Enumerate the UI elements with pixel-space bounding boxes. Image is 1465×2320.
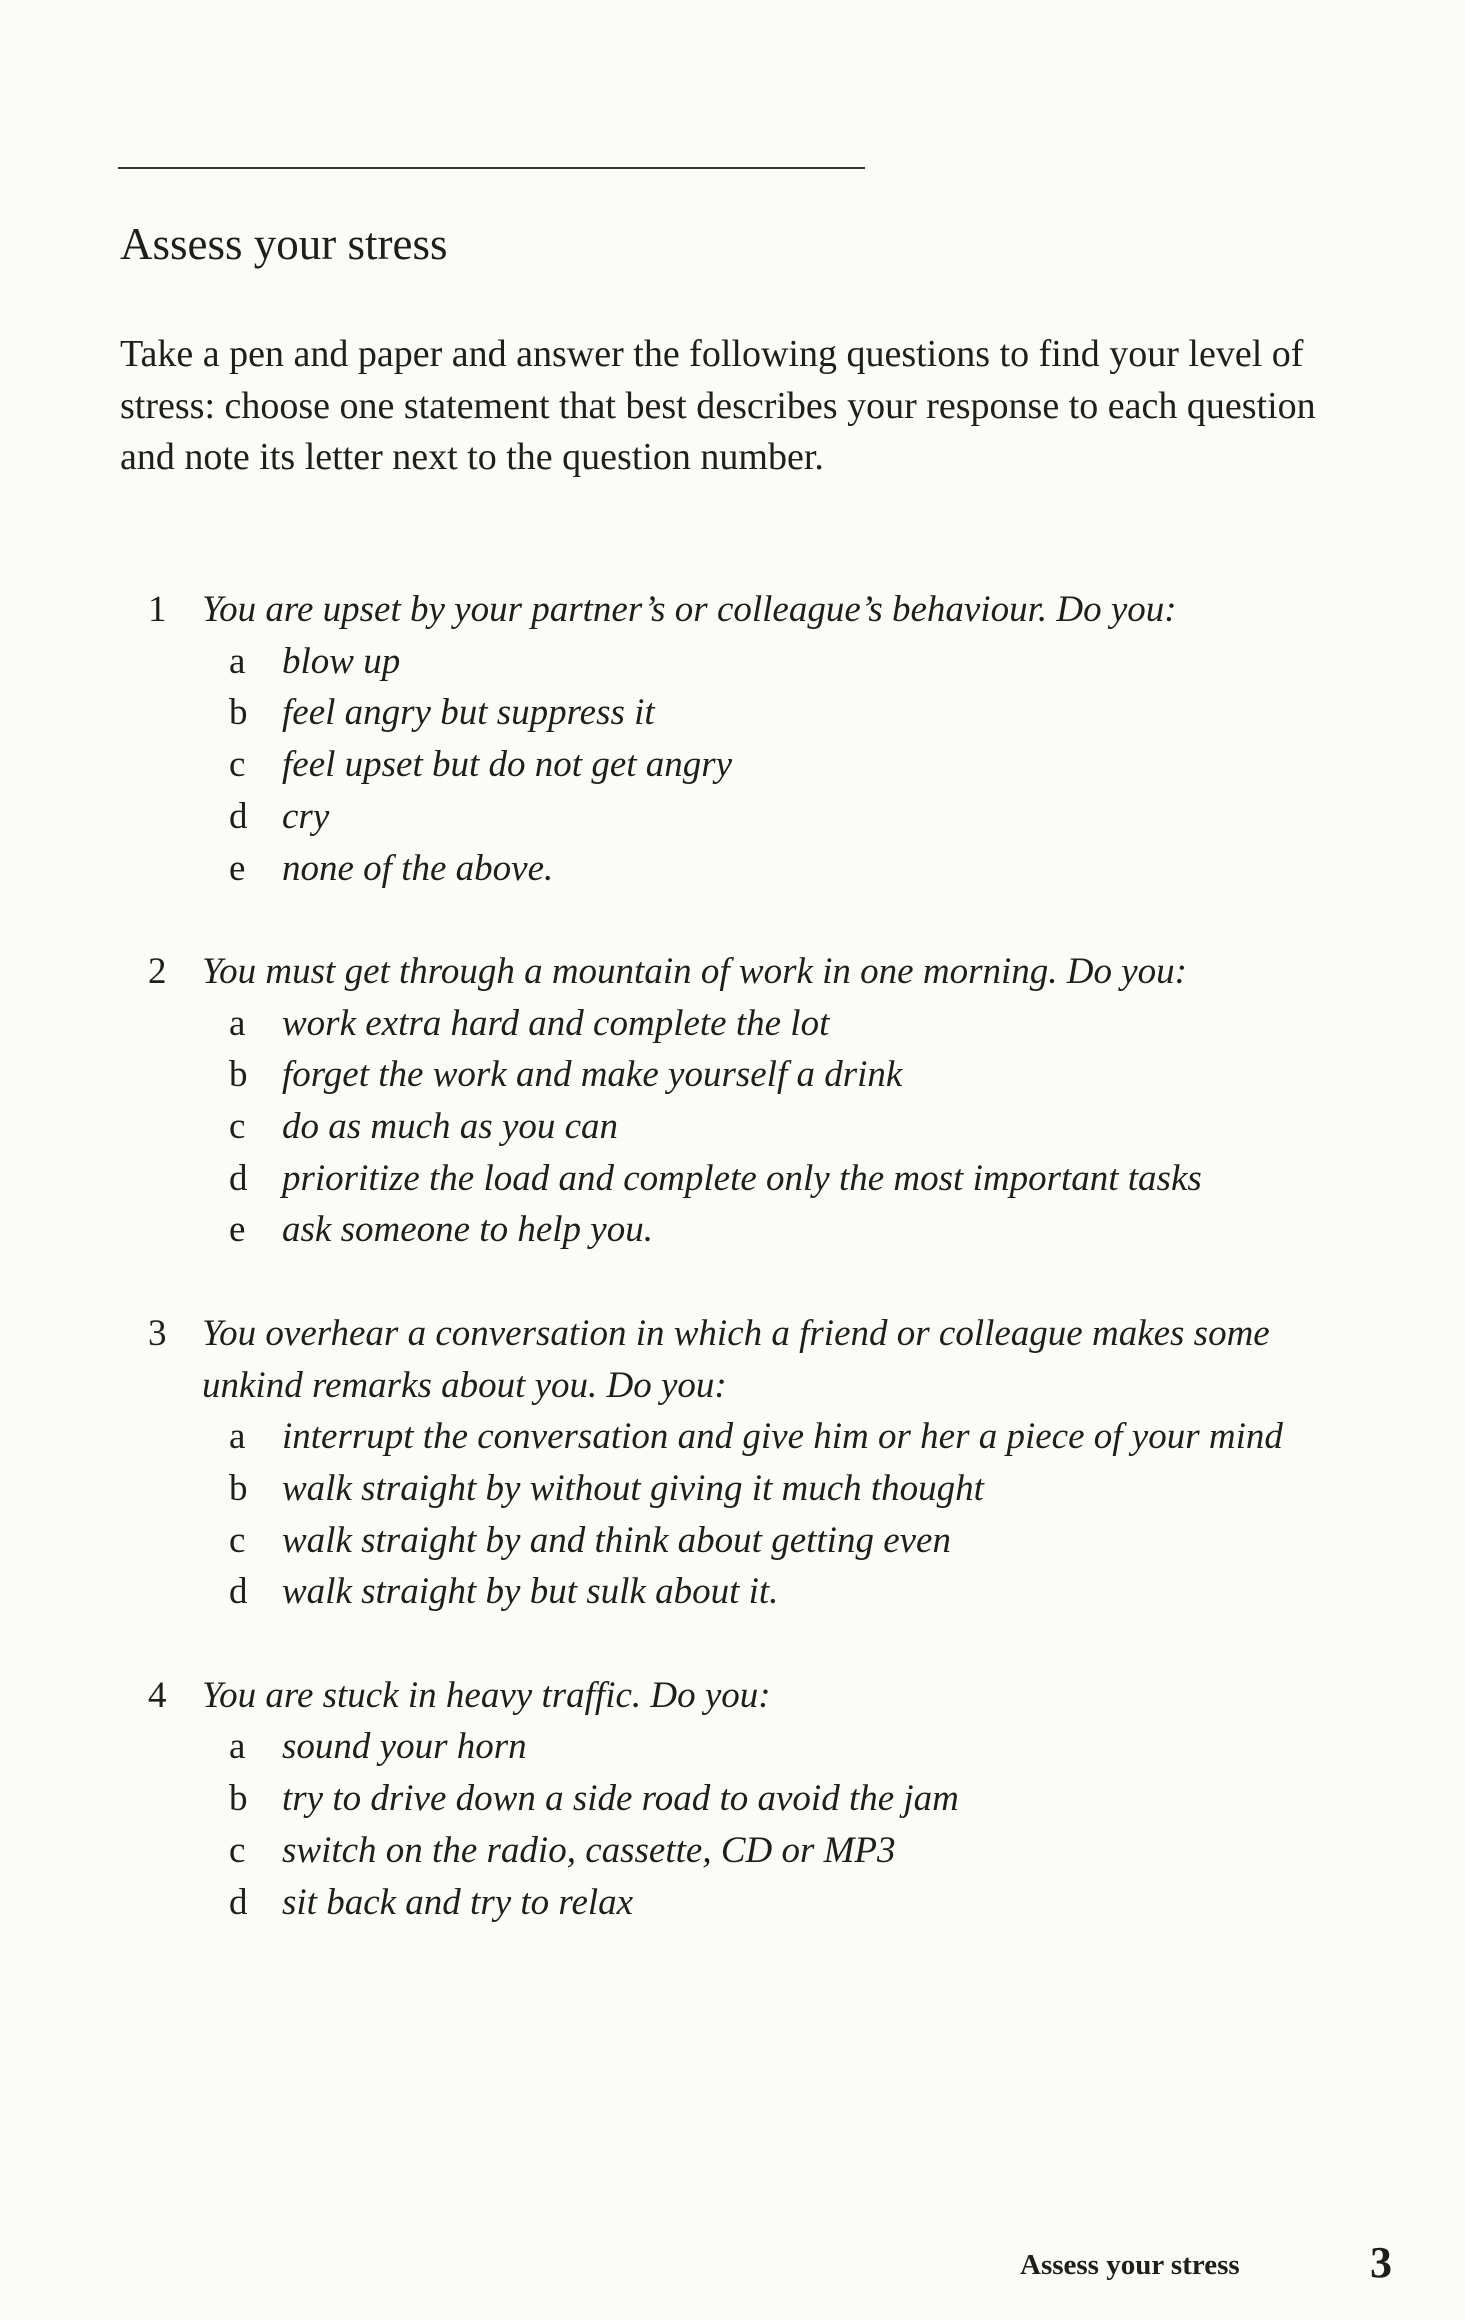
option-text: feel upset but do not get angry [282,744,733,786]
option-item [229,1877,1328,1929]
option-item [229,791,1328,843]
option-letter: b [229,692,248,734]
question-list [148,584,1328,1980]
question-text: You overhear a conversation in which a friend or colleague makes some unkind remarks about you. Do you: [202,1312,1270,1406]
option-list [202,998,1328,1257]
option-letter: a [229,1002,246,1044]
option-list [202,1721,1328,1928]
option-letter: a [229,1416,246,1458]
option-text: try to drive down a side road to avoid the jam [282,1778,959,1820]
option-text: blow up [282,640,401,682]
option-letter: c [229,1106,246,1148]
option-letter: e [229,847,246,889]
option-text: do as much as you can [282,1106,619,1148]
option-item [229,1515,1328,1567]
option-text: interrupt the conversation and give him or her a piece of your mind [282,1416,1283,1458]
question-item [148,1670,1328,1929]
option-text: forget the work and make yourself a drink [282,1054,903,1096]
option-item [229,1566,1328,1618]
option-item [229,843,1328,895]
option-text: walk straight by without giving it much thought [282,1467,984,1509]
section-title: Assess your stress [120,219,448,269]
option-item [229,687,1328,739]
option-list [202,1411,1328,1618]
option-letter: b [229,1054,248,1096]
option-text: walk straight by but sulk about it. [282,1571,779,1613]
page-number: 3 [1370,2238,1392,2287]
option-letter: d [229,795,248,837]
option-text: feel angry but suppress it [282,692,655,734]
option-letter: d [229,1881,248,1923]
header-rule [118,167,865,169]
option-item [229,1411,1328,1463]
question-number: 4 [148,1674,167,1716]
option-item [229,1153,1328,1205]
option-item [229,1049,1328,1101]
option-item [229,739,1328,791]
option-text: walk straight by and think about getting even [282,1519,951,1561]
question-number: 3 [148,1312,167,1354]
question-number: 2 [148,950,167,992]
option-item [229,1204,1328,1256]
option-item [229,998,1328,1050]
option-item [229,1773,1328,1825]
option-letter: c [229,744,246,786]
option-letter: a [229,1726,246,1768]
option-text: switch on the radio, cassette, CD or MP3 [282,1829,896,1871]
option-item [229,1721,1328,1773]
option-item [229,636,1328,688]
option-list [202,636,1328,895]
option-letter: b [229,1778,248,1820]
option-letter: c [229,1829,246,1871]
question-text: You must get through a mountain of work in one morning. Do you: [202,950,1187,992]
option-text: sit back and try to relax [282,1881,634,1923]
option-letter: a [229,640,246,682]
option-letter: c [229,1519,246,1561]
option-letter: e [229,1209,246,1251]
option-text: prioritize the load and complete only the most important tasks [282,1157,1202,1199]
option-letter: b [229,1467,248,1509]
option-item [229,1101,1328,1153]
option-letter: d [229,1157,248,1199]
intro-paragraph: Take a pen and paper and answer the following questions to find your level of stress: choose one statement that best describes your response to each question and note its letter next to the question number. [120,333,1316,479]
option-text: none of the above. [282,847,554,889]
question-text: You are stuck in heavy traffic. Do you: [202,1674,771,1716]
question-number: 1 [148,589,167,630]
option-letter: d [229,1571,248,1613]
option-item [229,1825,1328,1877]
option-text: work extra hard and complete the lot [282,1002,830,1044]
running-footer: Assess your stress [1020,2249,1240,2281]
option-text: cry [282,795,330,837]
question-item [148,1308,1328,1618]
question-text: You are upset by your partner’s or colleague’s behaviour. Do you: [202,589,1177,630]
option-text: sound your horn [282,1726,527,1768]
question-item [148,584,1328,894]
question-item [148,946,1328,1256]
option-text: ask someone to help you. [282,1209,653,1251]
option-item [229,1463,1328,1515]
